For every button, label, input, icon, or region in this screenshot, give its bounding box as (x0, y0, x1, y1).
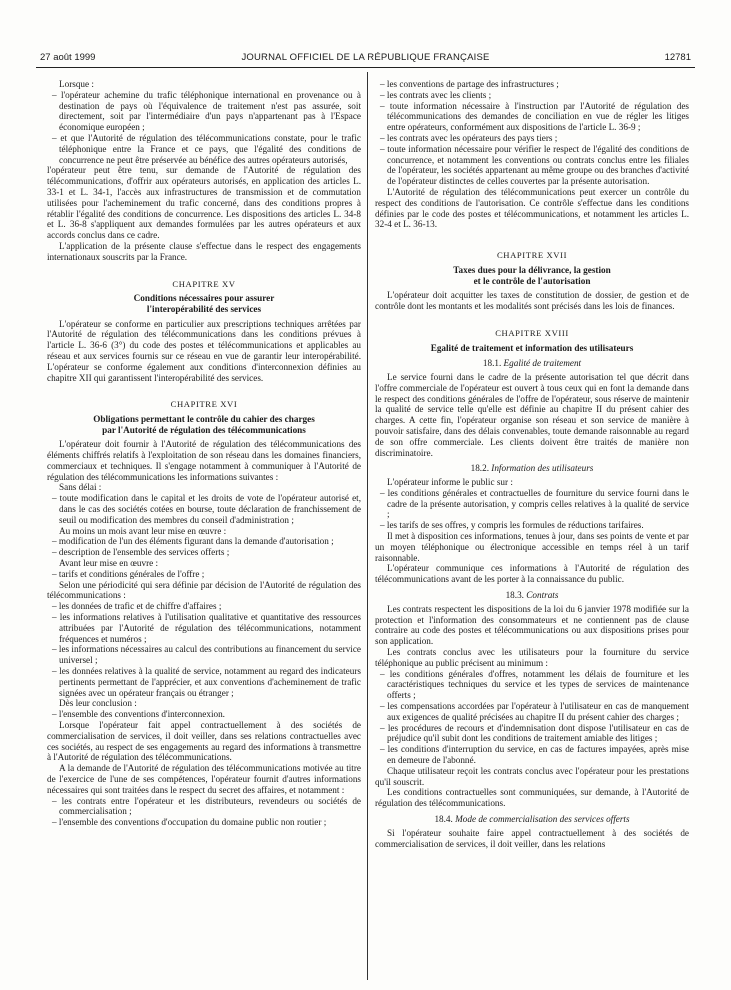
list-item: – l'ensemble des conventions d'interconnexion. (52, 709, 225, 720)
list-item: – l'ensemble des conventions d'occupation du domaine public non routier ; (52, 817, 327, 828)
header-date: 27 août 1999 (40, 52, 96, 63)
paragraph: L'opérateur se conforme en particulier aux prescriptions techniques arrêtées par l'Autorité de régulation des télécommunications dans les conditions prévues à l'article L. 36-6 (3°) du code des postes et télécommunications et applicables au réseau et aux services fournis sur ce réseau en vue de garantir leur interopérabilité. L'opérateur se conforme également aux conditions d'interconnexion définies au chapitre XII qui garantissent l'interopérabilité des services. (47, 318, 361, 383)
paragraph: L'opérateur communique ces informations à l'Autorité de régulation des télécommunications avant de les porter à la connaissance du public. (375, 563, 689, 585)
section-number: 18.4. (434, 814, 453, 824)
list-item: – les contrats avec les clients ; (380, 89, 492, 100)
list-item: – toute modification dans le capital et les droits de vote de l'opérateur autorisé et, dans le cas des sociétés cotées en bourse, toute déclaration de franchissement de seuil ou modification des membres du conseil d'administration ; (52, 493, 361, 525)
section-number: 18.1. (482, 358, 502, 369)
paragraph: Les contrats conclus avec les utilisateurs pour la fourniture du service téléphonique au public précisent au minimum : (375, 647, 689, 668)
paragraph: Chaque utilisateur reçoit les contrats conclus avec l'opérateur pour les prestations qu'il souscrit. (375, 765, 689, 787)
running-header (40, 52, 691, 66)
chapter-title: Egalité de traitement et information des utilisateurs (430, 342, 634, 353)
list-item: – l'opérateur achemine du trafic téléphonique international en provenance ou à destination de pays où l'équivalence de traitement n'est pas assurée, soit directement, soit par l'intermédiaire d'un pays n'appartenant pas à l'Espace économique européen ; (52, 89, 361, 133)
section-heading (375, 358, 689, 369)
paragraph: L'opérateur informe le public sur : (387, 477, 513, 488)
section-number: 18.3. (505, 590, 524, 601)
list-label: Avant leur mise en œuvre : (59, 558, 159, 569)
chapter-title-line: par l'Autorité de régulation des télécommunications (102, 424, 306, 435)
list-item: – les conditions générales d'offres, notamment les délais de fourniture et les caractéristiques techniques du service et les types de services de maintenance offerts ; (380, 668, 689, 701)
paragraph: Lorsque l'opérateur fait appel contractuellement à des sociétés de commercialisation de services, il doit veiller, dans ses relations contractuelles avec ces sociétés, au respect de ses engagements au regard des informations à transmettre à l'Autorité de régulation des télécommunications. (47, 720, 361, 763)
header-journal-title: JOURNAL OFFICIEL DE LA RÉPUBLIQUE FRANÇAISE (241, 52, 490, 63)
section-title: Information des utilisateurs (491, 463, 594, 474)
paragraph: Il met à disposition ces informations, tenues à jour, dans ses points de vente et par un moyen téléphonique ou électronique accessible en temps réel à un tarif raisonnable. (375, 531, 689, 563)
list-item: – description de l'ensemble des services offerts ; (52, 547, 230, 558)
list-item: – les tarifs de ses offres, y compris les formules de réductions tarifaires. (380, 520, 644, 531)
list-item: – toute information nécessaire à l'instruction par l'Autorité de régulation des télécommunications des demandes de conciliation en vue de régler les litiges entre opérateurs, conformément aux dispositions de l'article L. 36-9 ; (380, 100, 689, 133)
chapter-title-line: Obligations permettant le contrôle du cahier des charges (93, 414, 315, 425)
header-page-number: 12781 (664, 52, 691, 63)
section-title: Mode de commercialisation des services offerts (455, 814, 630, 824)
chapter-heading: CHAPITRE XVII (496, 250, 568, 261)
paragraph: L'opérateur doit acquitter les taxes de constitution de dossier, de gestion et de contrôle dont les montants et les modalités sont précisés dans les lois de finances. (375, 290, 689, 311)
list-item: – les informations relatives à l'utilisation qualitative et quantitative des ressources attribuées par l'Autorité de régulation des télécommunications, notamment fréquences et numéros ; (52, 612, 361, 644)
chapter-title-line: l'interopérabilité des services (146, 303, 262, 314)
paragraph: Lorsque : (59, 79, 94, 89)
list-label: Au moins un mois avant leur mise en œuvre : (59, 525, 227, 536)
chapter-title-line: et le contrôle de l'autorisation (473, 275, 591, 286)
chapter-heading: CHAPITRE XVI (170, 399, 238, 410)
header-rule (36, 67, 695, 68)
section-title: Egalité de traitement (503, 358, 582, 369)
list-item: – les contrats entre l'opérateur et les distributeurs, revendeurs ou sociétés de commercialisation ; (52, 795, 361, 817)
paragraph: Les contrats respectent les dispositions de la loi du 6 janvier 1978 modifiée sur la protection et l'information des consommateurs et ne contiennent pas de clause contraire au code des postes et télécommunications ou aux dispositions prises pour son application. (375, 603, 689, 647)
paragraph: Selon une périodicité qui sera définie par décision de l'Autorité de régulation des télécommunications : (47, 579, 361, 601)
list-item: – les données de trafic et de chiffre d'affaires ; (52, 601, 222, 612)
chapter-heading: CHAPITRE XVIII (495, 327, 569, 338)
list-item: – les données relatives à la qualité de service, notamment au regard des indicateurs pertinents permettant de l'apprécier, et aux conventions d'acheminement de trafic signées avec un opérateur français ou étranger ; (52, 666, 361, 698)
list-item: – les conditions d'interruption du service, en cas de factures impayées, après mise en demeure de l'abonné. (380, 744, 689, 766)
list-item: – et que l'Autorité de régulation des télécommunications constate, pour le trafic téléphonique entre la France et ce pays, que l'égalité des conditions de concurrence ne peut être préservée au bénéfice des autres opérateurs autorisés, (52, 132, 361, 165)
paragraph: Le service fourni dans le cadre de la présente autorisation tel que décrit dans l'offre commerciale de l'opérateur est ouvert à tous ceux qui en font la demande dans le respect des conditions générales de l'offre de l'opérateur, sous réserve de maintenir la qualité de service telle qu'elle est définie au chapitre II du présent cahier des charges. A cette fin, l'opérateur organise son réseau et son service de manière à pouvoir satisfaire, dans des délais convenables, toute demande raisonnable au regard de son offre commerciale. Les clients doivent être traités de manière non discriminatoire. (375, 371, 689, 458)
chapter-title (47, 414, 361, 435)
paragraph: Les conditions contractuelles sont communiquées, sur demande, à l'Autorité de régulation des télécommunications. (375, 787, 689, 809)
section-number: 18.2. (470, 463, 489, 474)
list-item: – tarifs et conditions générales de l'offre ; (52, 568, 205, 579)
section-heading (375, 463, 689, 474)
chapter-title (47, 293, 361, 314)
chapter-title (375, 265, 689, 286)
list-item: – toute information nécessaire pour vérifier le respect de l'égalité des conditions de concurrence, et notamment les conventions ou contrats conclus entre les filiales de l'opérateur, les sociétés appartenant au même groupe ou des branches d'activité de l'opérateur distinctes de celles couvertes par la présente autorisation. (380, 143, 689, 187)
column-divider (367, 72, 368, 980)
list-item: – les procédures de recours et d'indemnisation dont dispose l'utilisateur en cas de préjudice qu'il subit dont les conditions de traitement amiable des litiges ; (380, 722, 689, 744)
list-item: – les conditions générales et contractuelles de fourniture du service fourni dans le cadre de la présente autorisation, y compris celles relatives à la qualité de service ; (380, 487, 689, 520)
chapter-heading: CHAPITRE XV (172, 278, 236, 289)
list-item: – les contrats avec les opérateurs des pays tiers ; (380, 132, 558, 143)
section-title: Contrats (526, 590, 559, 601)
list-label: Dès leur conclusion : (59, 698, 137, 709)
chapter-title-line: Taxes dues pour la délivrance, la gestion (453, 264, 611, 275)
list-item: – les compensations accordées par l'opérateur à l'utilisateur en cas de manquement aux exigences de qualité précisées au chapitre II du présent cahier des charges ; (380, 701, 689, 722)
section-heading (375, 814, 689, 825)
section-heading (375, 590, 689, 601)
list-item: – modification de l'un des éléments figurant dans la demande d'autorisation ; (52, 536, 334, 547)
list-item: – les informations nécessaires au calcul des contributions au financement du service universel ; (52, 644, 361, 666)
left-column (47, 79, 361, 828)
paragraph: A la demande de l'Autorité de régulation des télécommunications motivée au titre de l'exercice de l'une de ses compétences, l'opérateur fournit d'autres informations nécessaires qui sont traitées dans le respect du secret des affaires, et notamment : (47, 763, 361, 795)
paragraph: L'application de la présente clause s'effectue dans le respect des engagements internationaux souscrits par la France. (47, 240, 361, 262)
list-item: – les conventions de partage des infrastructures ; (380, 79, 559, 89)
paragraph: L'Autorité de régulation des télécommunications peut exercer un contrôle du respect des conditions de l'autorisation. Ce contrôle s'effectue dans les conditions définies par le code des postes et télécommunications, et notamment les articles L. 32-4 et L. 36-13. (375, 186, 689, 230)
list-label: Sans délai : (59, 482, 102, 493)
paragraph: l'opérateur peut être tenu, sur demande de l'Autorité de régulation des télécommunications, d'offrir aux opérateurs autorisés, en application des articles L. 33-1 et L. 34-1, l'accès aux infrastructures de transmission et de commutation utilisées pour l'acheminement du trafic concerné, dans des conditions propres à rétablir l'égalité des conditions de concurrence. Les dispositions des articles L. 34-8 et L. 36-8 s'appliquent aux demandes formulées par les autres opérateurs et aux accords conclus dans ce cadre. (47, 165, 361, 241)
paragraph: Si l'opérateur souhaite faire appel contractuellement à des sociétés de commercialisation de services, il doit veiller, dans les relations (375, 827, 689, 849)
chapter-title-line: Conditions nécessaires pour assurer (133, 293, 275, 304)
paragraph: L'opérateur doit fournir à l'Autorité de régulation des télécommunications des éléments chiffrés relatifs à l'exploitation de son réseau dans les domaines financiers, commerciaux et techniques. Il s'engage notamment à communiquer à l'Autorité de régulation des télécommunications les informations suivantes : (47, 439, 361, 482)
right-column (375, 79, 689, 849)
